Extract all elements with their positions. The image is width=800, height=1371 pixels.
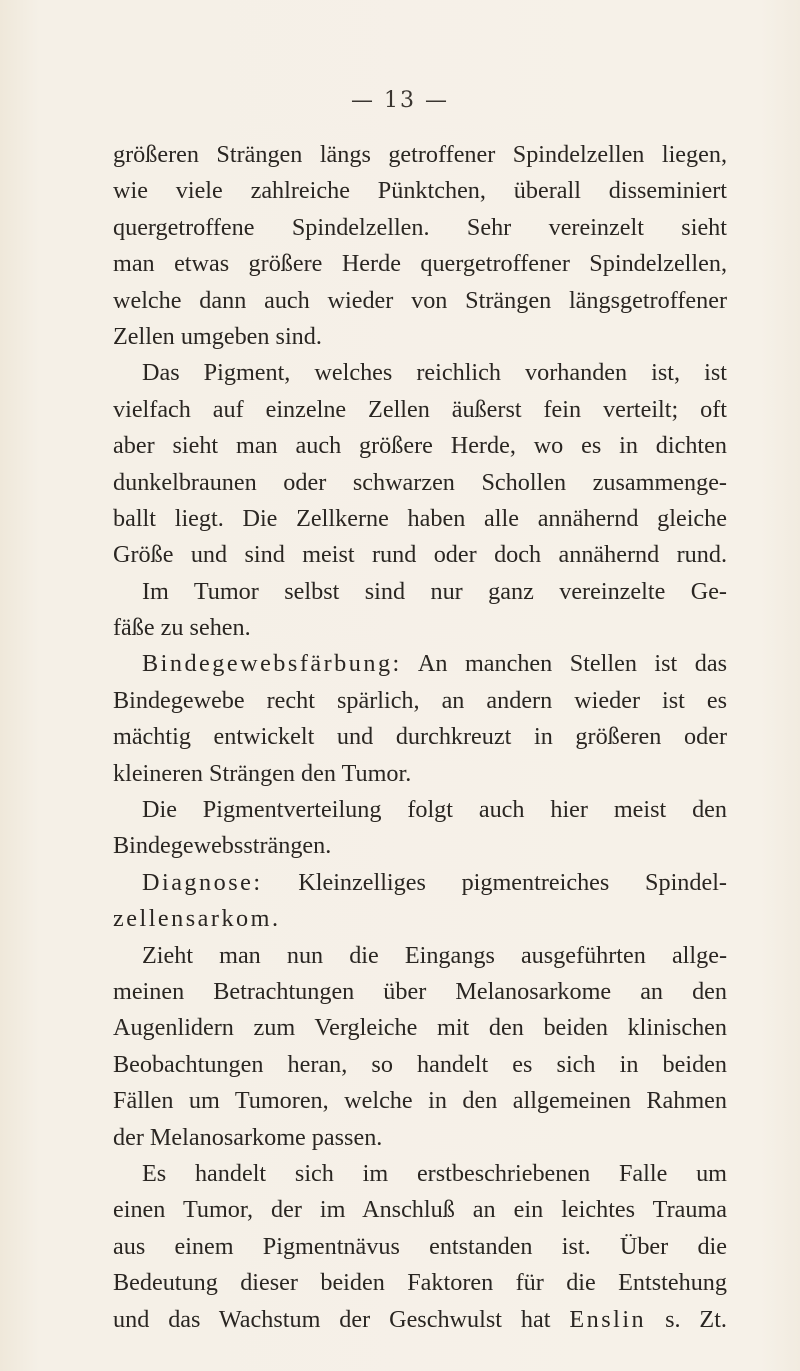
text-line: mächtig entwickelt und durchkreuzt in größeren oder xyxy=(113,723,727,751)
text-line: welche dann auch wieder von Strängen längsgetroffener xyxy=(113,286,727,314)
text-line: Beobachtungen heran, so handelt es sich in beiden xyxy=(113,1050,727,1078)
text-line: Bindegewebe recht spärlich, an andern wieder ist es xyxy=(113,686,727,714)
text-line: man etwas größere Herde quergetroffener Spindelzellen, xyxy=(113,250,727,278)
text-line: Größe und sind meist rund oder doch annähernd rund. xyxy=(113,541,727,569)
text-line: Das Pigment, welches reichlich vorhanden ist, ist xyxy=(142,359,727,387)
text-line: quergetroffene Spindelzellen. Sehr vereinzelt sieht xyxy=(113,213,727,241)
text-line: der Melanosarkome passen. xyxy=(113,1123,383,1151)
text-line: Fällen um Tumoren, welche in den allgemeinen Rahmen xyxy=(113,1087,727,1115)
text-line: Es handelt sich im erstbeschriebenen Falle um xyxy=(142,1159,727,1187)
page-number: — 13 — xyxy=(351,88,449,113)
text-line: größeren Strängen längs getroffener Spindelzellen liegen, xyxy=(113,141,727,168)
text-line: ballt liegt. Die Zellkerne haben alle annähernd gleiche xyxy=(113,504,727,532)
text-line xyxy=(113,901,727,937)
author-name: Enslin xyxy=(569,1305,647,1333)
text-line: kleineren Strängen den Tumor. xyxy=(113,759,412,787)
text-line: Bedeutung dieser beiden Faktoren für die Entstehung xyxy=(113,1269,727,1297)
text-line: fäße zu sehen. xyxy=(113,614,251,642)
text-line: Bindegewebsfärbung: An manchen Stellen ist das xyxy=(142,650,727,678)
text-line: aber sieht man auch größere Herde, wo es in dichten xyxy=(113,432,727,460)
text-line: vielfach auf einzelne Zellen äußerst fein verteilt; oft xyxy=(113,395,727,423)
text-line: Diagnose: Kleinzelliges pigmentreiches Spindel- xyxy=(142,868,727,896)
text-line: Die Pigmentverteilung folgt auch hier meist den xyxy=(142,796,727,824)
text-line: einen Tumor, der im Anschluß an ein leichtes Trauma xyxy=(113,1196,727,1224)
emphasized-term: zellensarkom. xyxy=(113,905,281,933)
text-line: Im Tumor selbst sind nur ganz vereinzelte Ge- xyxy=(142,577,727,605)
body-text xyxy=(113,137,727,1338)
text-line: meinen Betrachtungen über Melanosarkome an den xyxy=(113,977,727,1005)
text-line: Bindegewebssträngen. xyxy=(113,832,332,860)
text-line: und das Wachstum der Geschwulst hat Enslin s. Zt. xyxy=(113,1305,727,1333)
text-line: Augenlidern zum Vergleiche mit den beiden klinischen xyxy=(113,1014,727,1042)
text-line: Zieht man nun die Eingangs ausgeführten allge- xyxy=(142,941,727,969)
emphasized-term: Diagnose: xyxy=(142,868,263,896)
text-line: aus einem Pigmentnävus entstanden ist. Über die xyxy=(113,1232,727,1260)
text-line: wie viele zahlreiche Pünktchen, überall disseminiert xyxy=(113,177,727,205)
emphasized-term: Bindegewebsfärbung: xyxy=(142,650,402,678)
text-line: dunkelbraunen oder schwarzen Schollen zusammenge- xyxy=(113,468,727,496)
text-line: Zellen umgeben sind. xyxy=(113,322,322,350)
